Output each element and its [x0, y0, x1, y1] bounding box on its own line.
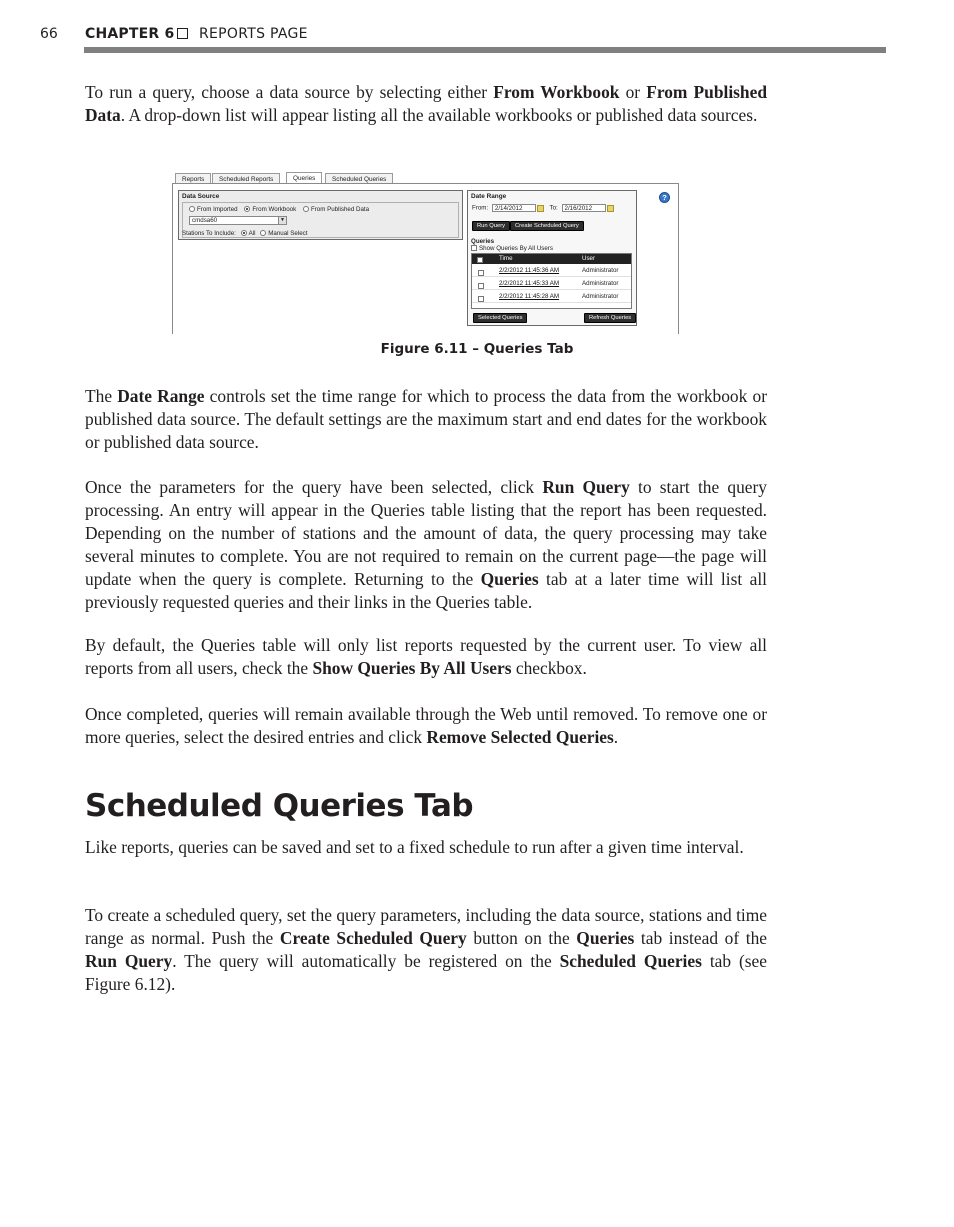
date-range-panel	[467, 190, 637, 326]
paragraph-remove: Once completed, queries will remain available through the Web until removed. To remove one or more queries, select the desired entries and click Remove Selected Queries.	[85, 704, 767, 747]
workbook-select[interactable]: cmdsa60 ▼	[189, 216, 287, 225]
radio-stations-manual[interactable]	[260, 230, 266, 236]
source-radio-row: From Imported From Workbook From Published Data	[189, 206, 374, 213]
radio-stations-all[interactable]	[241, 230, 247, 236]
running-head	[40, 26, 886, 46]
chapter-label: CHAPTER 6	[85, 26, 175, 42]
tab-scheduled-reports[interactable]: Scheduled Reports	[212, 173, 280, 184]
query-time-link[interactable]: 2/2/2012 11:45:28 AM	[499, 293, 560, 300]
create-scheduled-query-button[interactable]: Create Scheduled Query	[510, 221, 584, 231]
queries-table	[471, 253, 632, 309]
paragraph-run-query: Once the parameters for the query have been selected, click Run Query to start the query processing. An entry will appear in the Queries table listing that the report has been requested. Depending on the number of stations and the amount of data, the query processing may take several minutes to complete. You are not required to remain on the current page—the page will update when the query is complete. Returning to the Queries tab at a later time will list all previously requested queries and their links in the Queries table.	[85, 477, 768, 612]
row-checkbox[interactable]	[478, 296, 484, 302]
date-range-title: Date Range	[471, 193, 507, 200]
paragraph-show-all: By default, the Queries table will only list reports requested by the current user. To view all reports from all users, check the Show Queries By All Users checkbox.	[85, 635, 767, 678]
section-label: REPORTS PAGE	[199, 26, 308, 42]
queries-tab-screenshot	[172, 172, 679, 334]
tab-scheduled-queries[interactable]: Scheduled Queries	[325, 173, 393, 184]
stations-row: Stations To Include: All Manual Select	[182, 230, 308, 237]
query-time-link[interactable]: 2/2/2012 11:45:33 AM	[499, 280, 560, 287]
tab-queries[interactable]: Queries	[286, 172, 322, 184]
table-row	[472, 277, 631, 290]
chevron-down-icon[interactable]: ▼	[278, 216, 287, 225]
query-time-link[interactable]: 2/2/2012 11:45:36 AM	[499, 267, 560, 274]
paragraph-create-scheduled: To create a scheduled query, set the query parameters, including the data source, stations and time range as normal. Push the Create Scheduled Query button on the Queries tab instead of the Run Query. The query will automatically be registered on the Scheduled Queries tab (see Figure 6.12).	[85, 905, 767, 994]
tab-reports[interactable]: Reports	[175, 173, 211, 184]
data-source-panel	[178, 190, 463, 240]
separator-box	[177, 28, 188, 39]
show-all-row: Show Queries By All Users	[471, 245, 553, 252]
refresh-queries-button[interactable]: Refresh Queries	[584, 313, 636, 323]
radio-from-workbook[interactable]	[244, 206, 250, 212]
radio-from-published-data[interactable]	[303, 206, 309, 212]
show-all-users-checkbox[interactable]	[471, 245, 477, 251]
header-rule	[84, 47, 886, 53]
query-user: Administrator	[582, 280, 619, 287]
paragraph-scheduled-intro: Like reports, queries can be saved and set to a fixed schedule to run after a given time interval.	[85, 837, 744, 857]
section-heading: Scheduled Queries Tab	[85, 788, 474, 824]
row-checkbox[interactable]	[478, 270, 484, 276]
remove-selected-queries-button[interactable]: Selected Queries	[473, 313, 527, 323]
paragraph-date-range: The Date Range controls set the time range for which to process the data from the workbook or published data source. The default settings are the maximum start and end dates for the workbook or published data source.	[85, 386, 767, 452]
queries-title: Queries	[471, 238, 495, 245]
paragraph-data-source: To run a query, choose a data source by selecting either From Workbook or From Published Data. A drop-down list will appear listing all the available workbooks or published data sources.	[85, 82, 767, 125]
column-time: Time	[499, 255, 513, 262]
select-all-checkbox[interactable]	[477, 257, 483, 263]
calendar-icon[interactable]	[537, 205, 544, 212]
from-date-input[interactable]: 2/14/2012	[492, 204, 536, 212]
help-icon[interactable]: ?	[659, 192, 670, 203]
column-user: User	[582, 255, 596, 262]
radio-from-imported[interactable]	[189, 206, 195, 212]
query-user: Administrator	[582, 293, 619, 300]
queries-table-header	[472, 254, 631, 264]
table-row	[472, 264, 631, 277]
calendar-icon[interactable]	[607, 205, 614, 212]
date-range-row: From: 2/14/2012 To: 2/16/2012	[472, 204, 618, 212]
tab-panel	[172, 183, 679, 334]
to-date-input[interactable]: 2/16/2012	[562, 204, 606, 212]
query-user: Administrator	[582, 267, 619, 274]
data-source-title: Data Source	[182, 193, 220, 200]
page-number: 66	[40, 26, 58, 42]
table-row	[472, 290, 631, 303]
run-query-button[interactable]: Run Query	[472, 221, 510, 231]
row-checkbox[interactable]	[478, 283, 484, 289]
figure-caption: Figure 6.11 – Queries Tab	[380, 341, 574, 357]
